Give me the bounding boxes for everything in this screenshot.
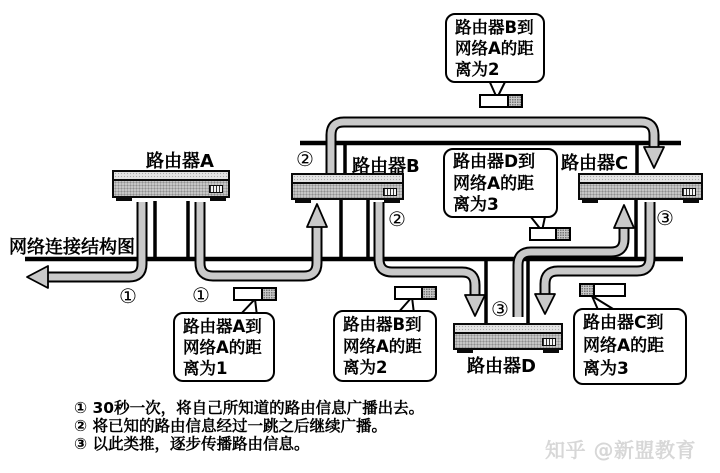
router-d-port [542, 338, 556, 346]
router-b-foot-right [384, 198, 400, 203]
router-a-label: 路由器A [146, 151, 214, 172]
zhihu-watermark: 知乎 @新盟教育 [545, 438, 696, 462]
router-b-bottom-legs [341, 200, 368, 259]
step-marker-1-mid: ① [192, 283, 210, 307]
callout-router-a-distance: 路由器A到 网络A的距 离为1 [173, 312, 275, 382]
step-marker-1-left: ① [119, 284, 137, 308]
step-marker-3-d: ③ [491, 297, 509, 321]
callout-router-c-distance: 路由器C到 网络A的距 离为3 [573, 308, 687, 385]
router-a-device [112, 170, 230, 198]
note-line-3: ③ 以此类推，逐步传播路由信息。 [74, 434, 310, 453]
router-c-foot-right [683, 198, 699, 203]
step-marker-3-right: ③ [656, 206, 674, 230]
arrowhead-into-d-left [465, 295, 485, 316]
router-a-legs [155, 201, 188, 259]
note-line-2: ② 将已知的路由信息经过一跳之后继续广播。 [74, 416, 388, 435]
step-marker-2-right: ② [388, 207, 406, 231]
packet-icon-middle [529, 227, 571, 241]
router-a-foot-right [210, 196, 226, 201]
router-d-label: 路由器D [467, 356, 536, 377]
router-a-top-face [114, 172, 228, 181]
router-b-foot-left [295, 198, 311, 203]
router-c-port [682, 188, 696, 196]
router-d-top-face [455, 325, 561, 334]
router-d-foot-right [543, 348, 559, 353]
router-a-port [209, 185, 223, 193]
network-structure-label: 网络连接结构图 [9, 237, 135, 258]
packet-icon-top [479, 94, 523, 108]
arrowhead-into-c-top [644, 147, 664, 168]
arrowhead-into-c-bottom [614, 205, 634, 228]
router-b-label: 路由器B [352, 156, 420, 177]
router-c-device [578, 173, 703, 200]
router-b-port [383, 188, 397, 196]
callout-router-d-distance: 路由器D到 网络A的距 离为3 [443, 148, 558, 218]
router-c-top-face [580, 175, 701, 184]
callout-router-b2-distance: 路由器B到 网络A的距 离为2 [333, 310, 437, 382]
note-line-1: ① 30秒一次，将自己所知道的路由信息广播出去。 [74, 399, 425, 417]
step-marker-2-top: ② [296, 147, 314, 171]
explanation-notes [74, 400, 424, 453]
arrowhead-into-d-right [535, 294, 555, 314]
pipe-a-to-b [200, 202, 317, 276]
router-c-foot-left [582, 198, 598, 203]
router-d-device [453, 323, 563, 350]
packet-icon-bottom-right [579, 283, 626, 297]
callout-router-b-distance: 路由器B到 网络A的距 离为2 [445, 13, 545, 83]
arrowhead-into-b [307, 204, 327, 227]
arrowhead-west [27, 266, 48, 288]
router-a-foot-left [116, 196, 132, 201]
router-c-label: 路由器C [561, 153, 629, 174]
packet-icon-bottom-left [233, 287, 277, 301]
packet-icon-bottom-mid [394, 286, 437, 300]
